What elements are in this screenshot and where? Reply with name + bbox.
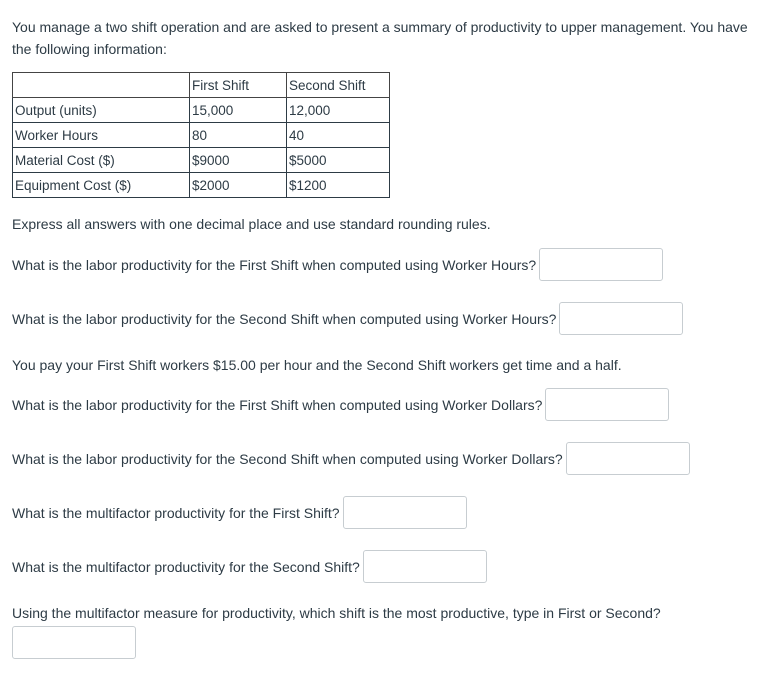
question-1-text: What is the labor productivity for the First Shift when computed using Worker Hours?	[12, 256, 537, 273]
intro-text: You manage a two shift operation and are asked to present a summary of productivity to upper management. You have the following information:	[12, 19, 748, 57]
table-cell: 80	[190, 123, 287, 148]
pay-note-text: You pay your First Shift workers $15.00 per hour and the Second Shift workers get time and a half.	[12, 357, 622, 373]
answer-4-input[interactable]	[566, 442, 690, 475]
table-cell: Output (units)	[13, 98, 190, 123]
table-header-cell	[13, 73, 190, 98]
question-4	[12, 442, 690, 475]
answer-2-input[interactable]	[559, 302, 683, 335]
table-header-cell: Second Shift	[287, 73, 390, 98]
table-row	[13, 173, 390, 198]
table-cell: $9000	[190, 148, 287, 173]
answer-6-input[interactable]	[363, 550, 487, 583]
table-header-cell: First Shift	[190, 73, 287, 98]
table-cell: 15,000	[190, 98, 287, 123]
question-5	[12, 496, 467, 529]
instructions-text: Express all answers with one decimal place and use standard rounding rules.	[12, 216, 491, 232]
question-6-text: What is the multifactor productivity for the Second Shift?	[12, 558, 360, 575]
question-7-text: Using the multifactor measure for productivity, which shift is the most productive, type in First or Second?	[12, 605, 661, 621]
question-2-text: What is the labor productivity for the Second Shift when computed using Worker Hours?	[12, 310, 557, 327]
answer-1-input[interactable]	[539, 248, 663, 281]
table-cell: Worker Hours	[13, 123, 190, 148]
table-cell: 12,000	[287, 98, 390, 123]
question-3-text: What is the labor productivity for the First Shift when computed using Worker Dollars?	[12, 396, 543, 413]
answer-3-input[interactable]	[545, 388, 669, 421]
answer-7-input[interactable]	[12, 626, 136, 659]
table-cell: Material Cost ($)	[13, 148, 190, 173]
question-4-text: What is the labor productivity for the Second Shift when computed using Worker Dollars?	[12, 450, 563, 467]
question-5-text: What is the multifactor productivity for the First Shift?	[12, 504, 340, 521]
question-1	[12, 248, 663, 281]
question-3	[12, 388, 669, 421]
table-cell: $5000	[287, 148, 390, 173]
table-cell: Equipment Cost ($)	[13, 173, 190, 198]
shift-info-table	[12, 72, 390, 198]
question-6	[12, 550, 487, 583]
table-row	[13, 148, 390, 173]
table-cell: $1200	[287, 173, 390, 198]
table-row	[13, 98, 390, 123]
answer-5-input[interactable]	[343, 496, 467, 529]
table-cell: $2000	[190, 173, 287, 198]
table-cell: 40	[287, 123, 390, 148]
question-2	[12, 302, 683, 335]
table-header-row	[13, 73, 390, 98]
table-row	[13, 123, 390, 148]
